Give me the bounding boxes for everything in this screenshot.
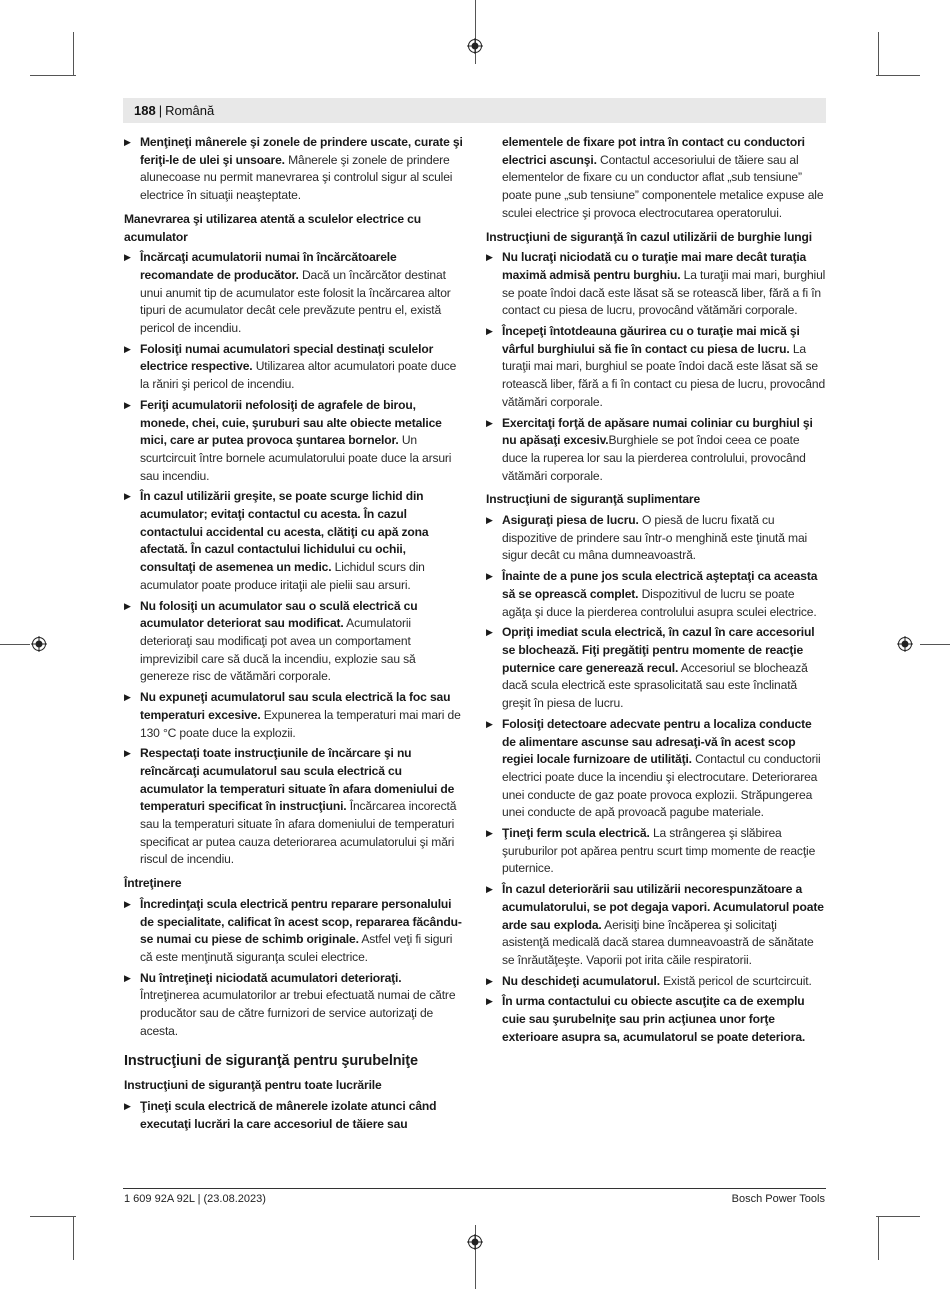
bullet-item: ▶ În cazul utilizării greşite, se poate scurge lichid din acumulator; evitaţi contactul cu acesta. În cazul contactului accidental cu acesta, clătiţi cu apă zona afectată. În cazul contactului lichidului cu ochii, consultaţi de asemenea un medic. Lichidul scurs din acumulator poate produce iritaţii ale pielii sau arsuri. — [124, 489, 429, 592]
bullet-arrow-icon: ▶ — [486, 718, 493, 729]
bullet-arrow-icon: ▶ — [486, 884, 493, 895]
bullet-arrow-icon: ▶ — [124, 1101, 131, 1112]
registration-mark-icon — [897, 636, 913, 652]
crop-mark — [73, 1216, 74, 1260]
bullet-item: ▶ Încărcaţi acumulatorii numai în încărcătoarele recomandate de producător. Dacă un încărcător destinat unui anumit tip de acumulator este folosit la încărcarea altor tipuri de acumulator decât cele prevăzute pentru el, există pericol de incendiu. — [124, 250, 451, 336]
bullet-item: ▶ În cazul deteriorării sau utilizării necorespunzătoare a acumulatorului, se pot degaja vapori. Acumulatorul poate arde sau exploda. Aerisiţi bine încăperea şi solicitaţi asistenţă medicală dacă starea dumneavoastră de sănătate se înrăutăţeşte. Vaporii pot irita căile respiratorii. — [486, 882, 824, 967]
bullet-arrow-icon: ▶ — [124, 692, 131, 703]
bullet-item: ▶ Respectaţi toate instrucţiunile de încărcare şi nu reîncărcaţi acumulatorul sau scula electrică cu acumulator la temperaturi situate în afara domeniului de temperaturi specificat în instrucţiuni. Încărcarea incorectă sau la temperaturi situate în afara domeniului de temperaturi specificat ar putea cauza deteriorarea acumulatorului şi mări riscul de incendiu. — [124, 746, 457, 867]
bullet-arrow-icon: ▶ — [486, 326, 493, 337]
crop-mark — [876, 1216, 920, 1217]
bullet-item: ▶ Începeţi întotdeauna găurirea cu o turaţie mai mică şi vârful burghiului să fie în contact cu piesa de lucru. La turaţii mai mari, burghiul se poate îndoi dacă este lăsat să se rotească liber, fără a fi în contact cu piesa de lucru, provocând vătămări corporale. — [486, 324, 826, 409]
continued-paragraph: elementele de fixare pot intra în contact cu conductori electrici ascunşi. Contactul accesoriului de tăiere sau al elementelor de fixare cu un conductor aflat „sub tensiune” poate pune „sub tensiune” componentele metalice expuse ale sculei electrice şi provoca electrocutarea operatorului. — [502, 135, 824, 220]
bullet-arrow-icon: ▶ — [486, 975, 493, 986]
bullet-item: ▶ Ţineţi ferm scula electrică. La strângerea şi slăbirea şuruburilor pot apărea pentru scurt timp momente de reacţie puternice. — [486, 826, 816, 876]
subheading: Instrucţiuni de siguranţă în cazul utilizării de burghie lungi — [486, 229, 812, 244]
bullet-arrow-icon: ▶ — [486, 627, 493, 638]
bullet-arrow-icon: ▶ — [486, 571, 493, 582]
header-language: Română — [165, 103, 215, 118]
registration-mark-icon — [31, 636, 47, 652]
bullet-arrow-icon: ▶ — [124, 898, 131, 909]
crop-mark — [475, 0, 476, 64]
bullet-arrow-icon: ▶ — [124, 137, 131, 147]
bullet-arrow-icon: ▶ — [124, 252, 131, 263]
bullet-arrow-icon: ▶ — [486, 996, 493, 1007]
section-title: Instrucţiuni de siguranţă pentru şurubelniţe — [124, 1053, 418, 1070]
footer-divider — [123, 1188, 826, 1189]
bullet-arrow-icon: ▶ — [124, 399, 131, 410]
crop-mark — [30, 75, 76, 76]
bullet-item: ▶ Nu expuneţi acumulatorul sau scula electrică la foc sau temperaturi excesive. Expunerea la temperaturi mai mari de 130 °C poate duce la explozii. — [124, 690, 461, 740]
bullet-item: ▶ În urma contactului cu obiecte ascuţite ca de exemplu cuie sau şurubelniţe sau prin acţiunea unor forţe exterioare asupra sa, acumulatorul se poate deteriora. — [486, 994, 806, 1044]
page-number: 188 — [134, 103, 156, 118]
bullet-arrow-icon: ▶ — [486, 515, 493, 526]
footer-brand: Bosch Power Tools — [731, 1193, 825, 1205]
left-column — [124, 134, 464, 1137]
bullet-arrow-icon: ▶ — [486, 417, 493, 428]
subheading: Manevrarea şi utilizarea atentă a sculelor electrice cu acumulator — [124, 211, 421, 244]
page-header — [134, 103, 214, 119]
bullet-arrow-icon: ▶ — [486, 828, 493, 839]
bullet-arrow-icon: ▶ — [124, 343, 131, 354]
crop-mark — [878, 32, 879, 76]
bullet-arrow-icon: ▶ — [124, 972, 131, 983]
bullet-item: ▶ Nu lucraţi niciodată cu o turaţie mai mare decât turaţia maximă admisă pentru burghiu. La turaţii mai mari, burghiul se poate îndoi dacă este lăsat să se rotească liber, fără a fi în contact cu piesa de lucru, provocând vătămări corporale. — [486, 250, 826, 318]
bullet-item: ▶ Ţineţi scula electrică de mânerele izolate atunci când executaţi lucrări la care accesoriul de tăiere sau — [124, 1099, 437, 1131]
bullet-item: ▶ Folosiţi detectoare adecvate pentru a localiza conducte de alimentare ascunse sau adresaţi-vă în acest scop regiei locale furnizoare de utilităţi. Contactul cu conductorii electrici poate duce la incendiu şi electrocutare. Deteriorarea unei conducte de gaz poate provoca explozii. Străpungerea unei conducte de apă provoacă pagube materiale. — [486, 716, 821, 820]
bullet-arrow-icon: ▶ — [124, 600, 131, 611]
registration-mark-icon — [467, 38, 483, 54]
bullet-item: ▶ Înainte de a pune jos scula electrică aşteptaţi ca aceasta să se oprească complet. Dispozitivul de lucru se poate agăţa şi duce la pierderea controlului asupra sculei electrice. — [486, 569, 818, 619]
registration-mark-icon — [467, 1234, 483, 1250]
bullet-item: ▶ Folosiţi numai acumulatori special destinaţi sculelor electrice respective. Utilizarea altor acumulatori poate duce la răniri şi pericol de incendiu. — [124, 341, 457, 392]
right-column — [486, 134, 826, 1049]
bullet-item: ▶ Opriţi imediat scula electrică, în cazul în care accesoriul se blochează. Fiţi pregătiţi pentru momente de reacţie puternice care generează recul. Accesoriul se blochează dacă scula electrică este sprasolicitată sau este înclinată greşit în piesa de lucru. — [486, 625, 815, 711]
bullet-arrow-icon: ▶ — [486, 252, 493, 263]
bullet-item: ▶ Încredinţaţi scula electrică pentru reparare personalului de specialitate, calificat în acest scop, repararea făcându-se numai cu piese de schimb originale. Astfel veţi fi siguri că este menţinută siguranţa sculei electrice. — [124, 896, 462, 964]
bullet-item: ▶ Nu întreţineţi niciodată acumulatori deterioraţi. Întreţinerea acumulatorilor ar trebui efectuată numai de către producător sau de către furnizori de service autorizaţi de acesta. — [124, 970, 456, 1038]
header-separator: | — [158, 103, 163, 118]
subheading: Instrucţiuni de siguranţă suplimentare — [486, 492, 701, 507]
bullet-item: ▶ Nu folosiţi un acumulator sau o sculă electrică cu acumulator deteriorat sau modificat. Acumulatorii deterioraţi sau modificaţi pot avea un comportament imprevizibil care să ducă la incendiu, explozie sau să genereze risc de vătămări corporale. — [124, 598, 418, 684]
crop-mark — [878, 1216, 879, 1260]
bullet-item: ▶ Asiguraţi piesa de lucru. O piesă de lucru fixată cu dispozitive de prindere sau într-o menghină este ţinută mai sigur decât cu mâna dumneavoastră. — [486, 513, 808, 563]
bullet-item: ▶ Menţineţi mânerele şi zonele de prindere uscate, curate şi feriţi-le de ulei şi unsoare. Mânerele şi zonele de prindere alunecoase nu permit manevrarea şi controlul sigur al sculei electrice în situaţii neaşteptate. — [124, 135, 463, 203]
bullet-arrow-icon: ▶ — [124, 748, 131, 759]
bullet-item: ▶ Nu deschideţi acumulatorul. Există pericol de scurtcircuit. — [486, 973, 826, 991]
footer-document-id: 1 609 92A 92L | (23.08.2023) — [124, 1193, 266, 1205]
crop-mark — [30, 1216, 76, 1217]
bullet-arrow-icon: ▶ — [124, 491, 131, 502]
bullet-item: ▶ Exercitaţi forţă de apăsare numai coliniar cu burghiul şi nu apăsaţi excesiv.Burghiele se pot îndoi ceea ce poate duce la ruperea lor sau la pierderea controlului, provocând vătămări corporale. — [486, 415, 813, 483]
crop-mark — [876, 75, 920, 76]
page-header-bar — [123, 98, 826, 123]
crop-mark — [0, 644, 30, 645]
bullet-item: ▶ Feriţi acumulatorii nefolosiţi de agrafele de birou, monede, chei, cuie, şuruburi sau alte obiecte metalice mici, care ar putea provoca şuntarea bornelor. Un scurtcircuit între bornele acumulatorului poate duce la arsuri sau incendiu. — [124, 397, 452, 483]
crop-mark — [73, 32, 74, 76]
subheading: Întreţinere — [124, 876, 182, 891]
subheading: Instrucţiuni de siguranţă pentru toate lucrările — [124, 1078, 382, 1093]
crop-mark — [920, 644, 950, 645]
